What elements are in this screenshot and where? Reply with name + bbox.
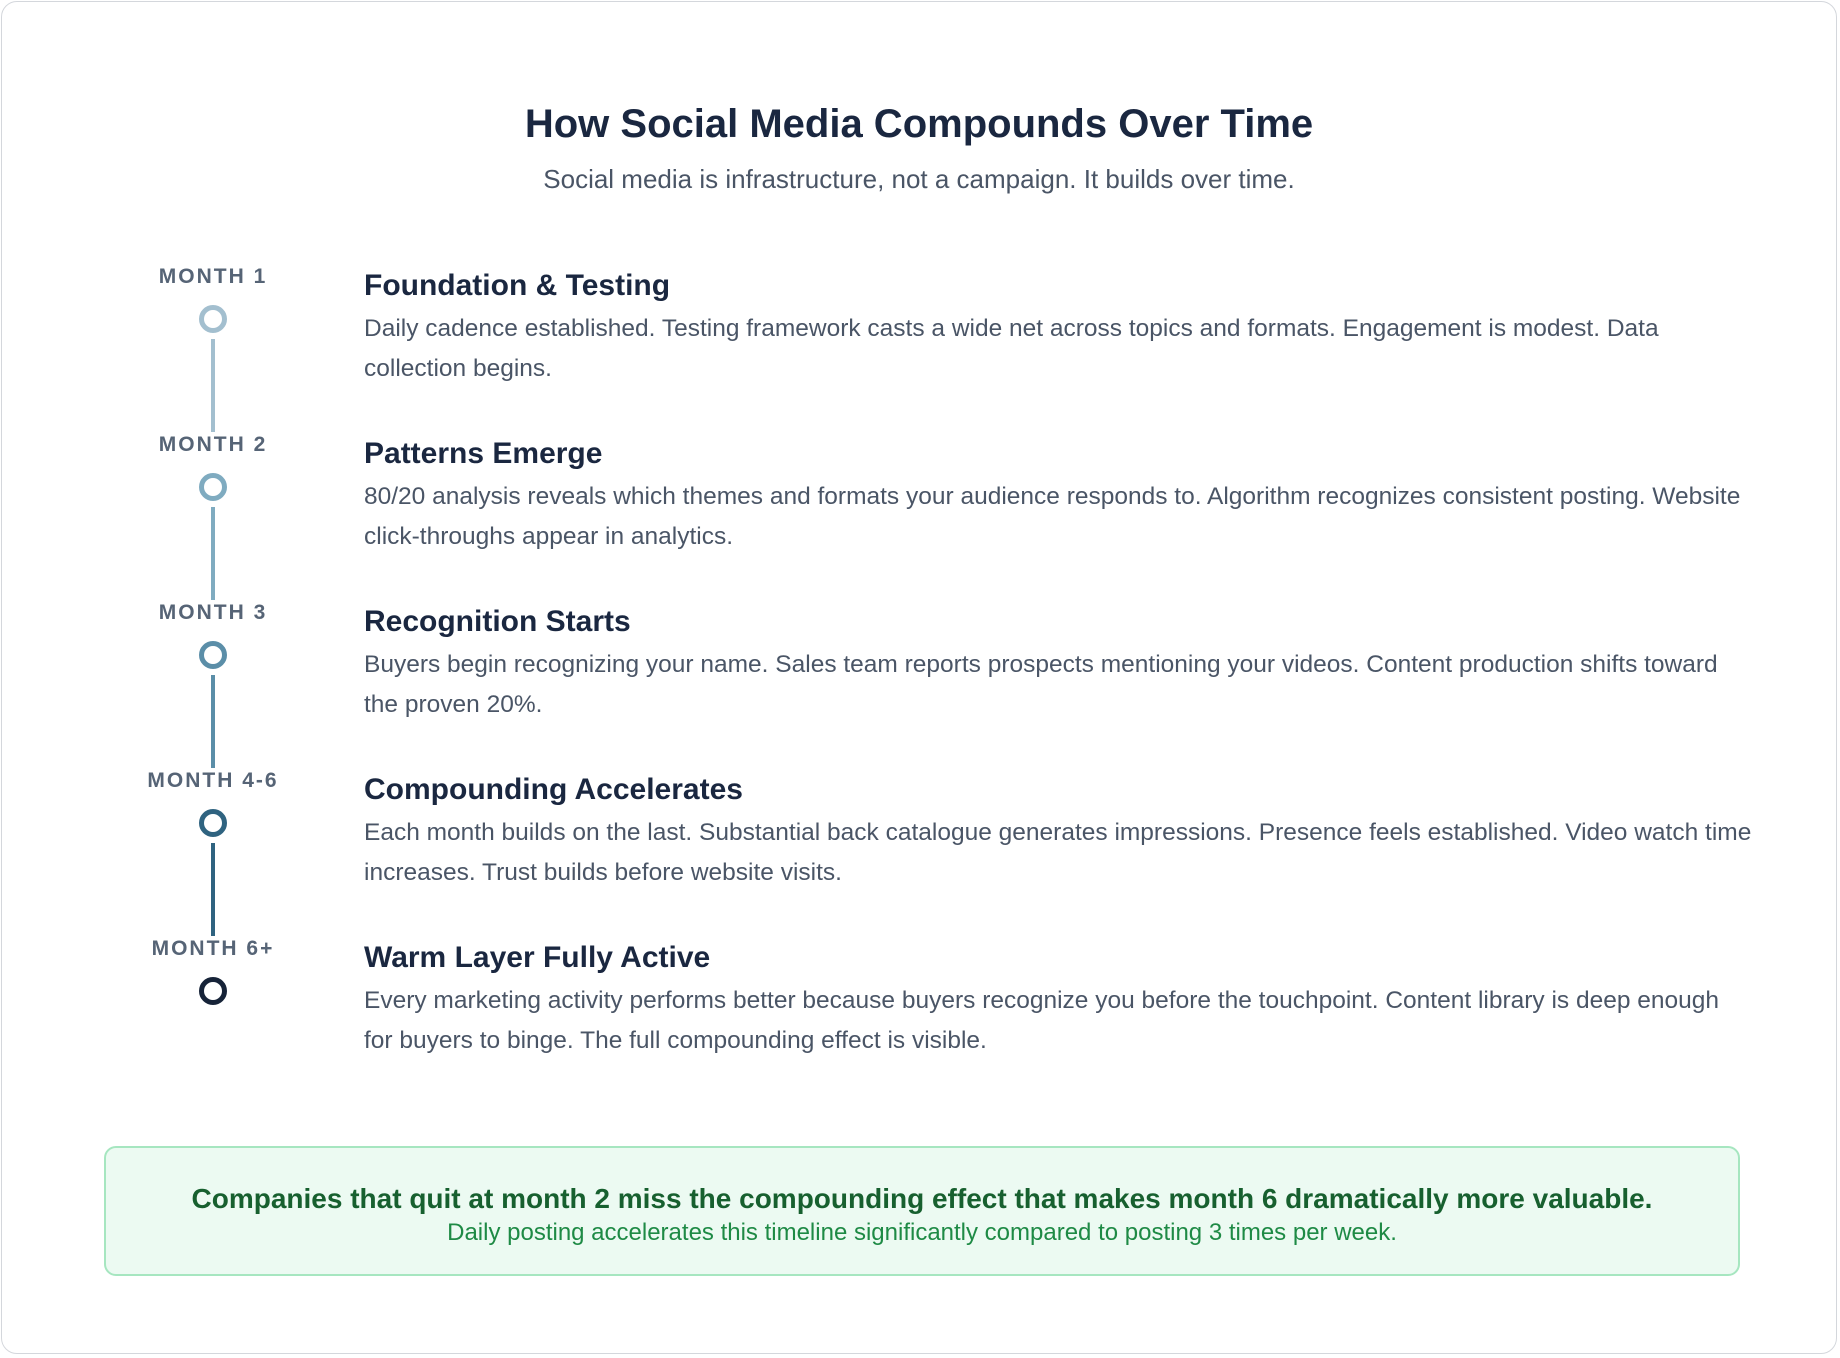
stage-marker-circle-icon	[199, 977, 227, 1005]
stage-title: Foundation & Testing	[364, 269, 671, 302]
page-title: How Social Media Compounds Over Time	[524, 102, 1314, 146]
stage-marker-circle-icon	[199, 809, 227, 837]
stage-title: Warm Layer Fully Active	[364, 941, 711, 974]
infographic-card	[1, 1, 1837, 1354]
stage-description: Every marketing activity performs better because buyers recognize you before the touchpoint. Content library is deep enough for buyers to binge. The full compounding effect is visible.	[364, 987, 1720, 1054]
timeline-stage-month-6-plus	[2, 936, 1836, 1096]
stage-title: Compounding Accelerates	[364, 773, 743, 806]
stage-marker-circle-icon	[199, 305, 227, 333]
stage-month-label: MONTH 6+	[151, 937, 275, 960]
stage-month-label: MONTH 2	[158, 433, 268, 456]
stage-marker-circle-icon	[199, 641, 227, 669]
stage-title: Patterns Emerge	[364, 437, 603, 470]
page-subtitle: Social media is infrastructure, not a campaign. It builds over time.	[543, 164, 1295, 194]
stage-month-label: MONTH 3	[158, 601, 268, 624]
stage-month-label: MONTH 4-6	[147, 769, 279, 792]
key-takeaway-callout	[104, 1146, 1740, 1276]
stage-month-label: MONTH 1	[158, 265, 268, 288]
timeline-stage-month-1	[2, 264, 1836, 424]
timeline-stage-month-3	[2, 600, 1836, 760]
stage-title: Recognition Starts	[364, 605, 631, 638]
callout-headline: Companies that quit at month 2 miss the compounding effect that makes month 6 dramatically more valuable.	[191, 1183, 1653, 1214]
stage-marker-circle-icon	[199, 473, 227, 501]
callout-note: Daily posting accelerates this timeline significantly compared to posting 3 times per week.	[447, 1219, 1397, 1246]
stage-description: Each month builds on the last. Substantial back catalogue generates impressions. Presence feels established. Video watch time increases. Trust builds before website visits.	[364, 819, 1752, 886]
stage-description: Daily cadence established. Testing framework casts a wide net across topics and formats. Engagement is modest. Data collection begins.	[364, 315, 1659, 382]
stage-description: Buyers begin recognizing your name. Sales team reports prospects mentioning your videos. Content production shifts toward the proven 20%.	[364, 651, 1718, 718]
stage-description: 80/20 analysis reveals which themes and formats your audience responds to. Algorithm recognizes consistent posting. Website click-throughs appear in analytics.	[364, 483, 1741, 550]
timeline-stage-month-2	[2, 432, 1836, 592]
timeline-stage-month-4-6	[2, 768, 1836, 928]
